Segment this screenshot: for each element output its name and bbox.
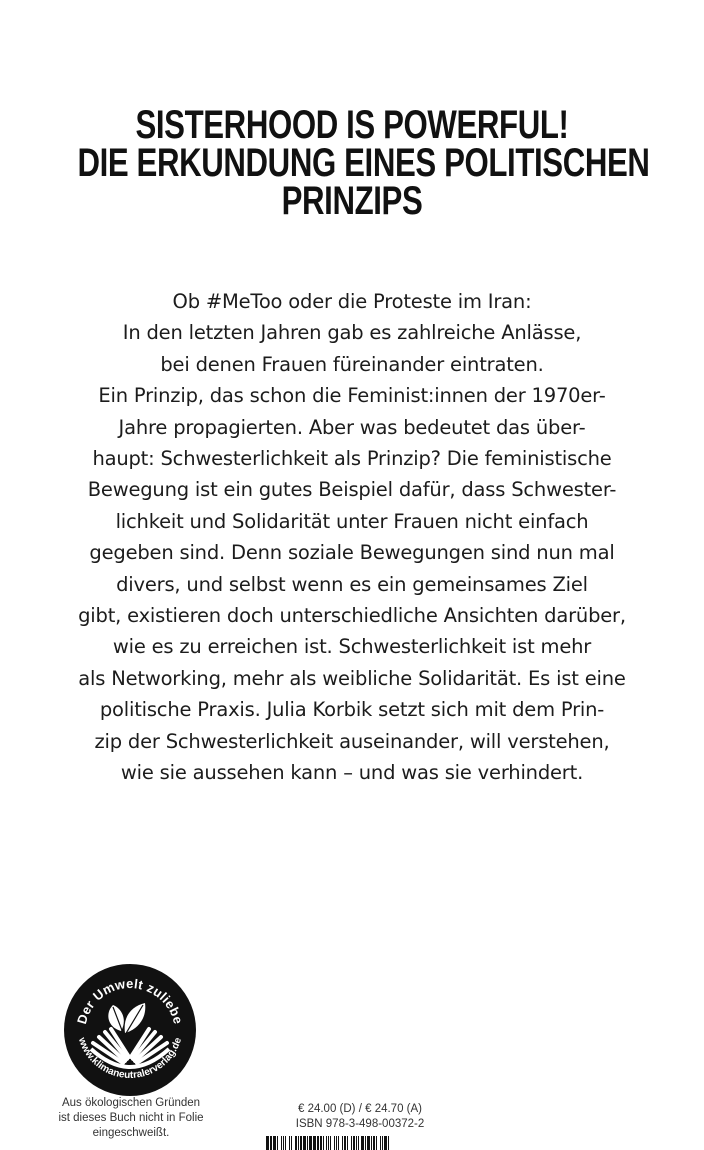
title-line-1: SISTERHOOD IS POWERFUL! [135,103,569,147]
blurb-line: als Networking, mehr als weibliche Solidarität. Es ist eine [78,666,626,690]
title-line-2: DIE ERKUNDUNG EINES POLITISCHEN [77,141,650,185]
packaging-notice [40,1096,222,1141]
blurb-line: politische Praxis. Julia Korbik setzt sich mit dem Prin- [99,698,605,722]
blurb-line: gibt, existieren doch unterschiedliche Ansichten darüber, [78,604,626,628]
blurb-line: gegeben sind. Denn soziale Bewegungen sind nun mal [89,541,615,565]
blurb-line: lichkeit und Solidarität unter Frauen nicht einfach [115,509,589,533]
blurb-line: Ein Prinzip, das schon die Feminist:innen der 1970er- [98,384,606,408]
notice-line: Aus ökologischen Gründen [61,1097,201,1109]
notice-line: ist dieses Buch nicht in Folie [58,1112,204,1124]
title-line-3: PRINZIPS [281,179,423,223]
blurb-text [30,286,674,789]
isbn-text: ISBN 978-3-498-00372-2 [295,1118,425,1130]
blurb-line: Jahre propagierten. Aber was bedeutet das über- [118,415,586,439]
blurb-line: haupt: Schwesterlichkeit als Prinzip? Die feministische [92,447,612,471]
blurb-line: Bewegung ist ein gutes Beispiel dafür, dass Schwester- [87,478,617,502]
barcode-bar [388,1136,389,1150]
blurb-line: wie sie aussehen kann – und was sie verhindert. [120,761,584,785]
blurb-line: bei denen Frauen füreinander eintraten. [160,352,544,376]
leaves-book-icon [63,963,197,1097]
blurb-line: divers, und selbst wenn es ein gemeinsames Ziel [116,572,588,596]
back-cover-title [77,103,650,223]
blurb-line: Ob #MeToo oder die Proteste im Iran: [172,290,532,313]
eco-badge [63,963,197,1097]
notice-line: eingeschweißt. [92,1127,170,1139]
badge-top-text: Der Umwelt zuliebe [73,975,186,1026]
blurb-line: In den letzten Jahren gab es zahlreiche Anlässe, [122,321,582,345]
blurb-line: zip der Schwesterlichkeit auseinander, will verstehen, [94,729,610,753]
price-text: € 24.00 (D) / € 24.70 (A) [297,1103,422,1115]
price-block [260,1102,460,1132]
blurb-line: wie es zu erreichen ist. Schwesterlichkeit ist mehr [112,635,592,659]
barcode [266,1136,438,1150]
badge-url-text: www.klimaneutralerverlag.de [75,1036,185,1082]
